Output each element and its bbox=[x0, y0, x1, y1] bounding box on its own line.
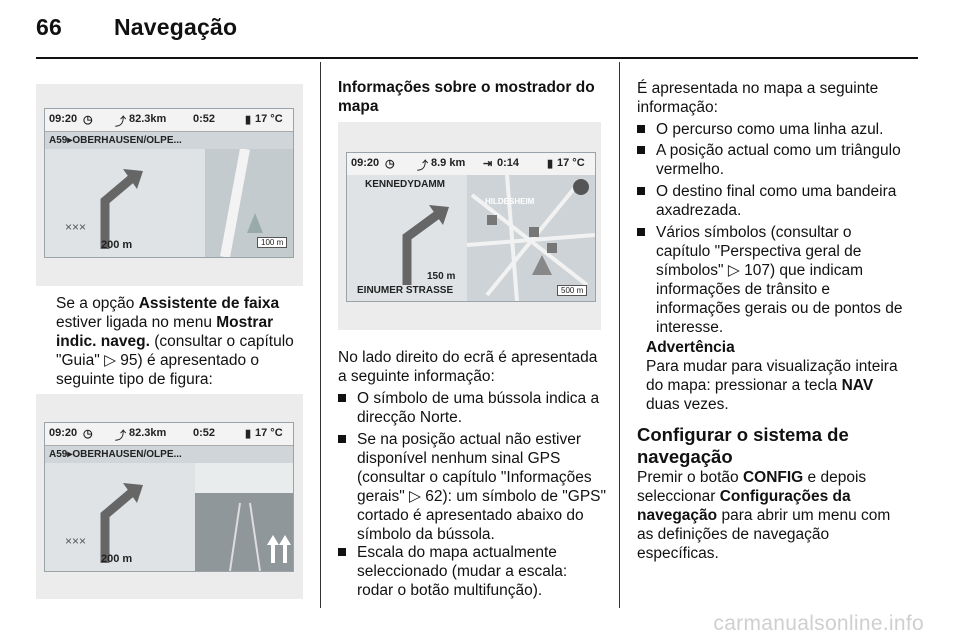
list-item: Se na posição actual não estiver disponível nenhum sinal GPS (consultar o capítulo "Informações gerais" ▷ 62): um símbolo de "GPS" cortado é apresentado abaixo do símbolo da bússola. bbox=[338, 430, 606, 544]
figure-1-panel bbox=[36, 84, 303, 286]
lane-view bbox=[45, 463, 293, 571]
svg-text:×××: ××× bbox=[65, 534, 87, 548]
nav-screen-1 bbox=[44, 108, 294, 258]
figure-2-panel bbox=[36, 394, 303, 599]
status-bar bbox=[45, 109, 293, 132]
clock-icon: ◷ bbox=[83, 428, 93, 440]
column-divider-1 bbox=[320, 62, 321, 608]
section-heading-config: Configurar o sistema de navegação bbox=[637, 424, 849, 467]
paragraph-intro: No lado direito do ecrã é apresentada a seguinte informação: bbox=[338, 349, 598, 385]
map-scale: 100 m bbox=[257, 237, 287, 248]
paragraph-intro: É apresentada no mapa a seguinte informação: bbox=[637, 80, 879, 116]
temperature: 17 °C bbox=[255, 427, 283, 439]
page-number: 66 bbox=[36, 14, 62, 40]
list-item: O símbolo de uma bússola indica a direcção Norte. bbox=[338, 389, 606, 427]
map-view bbox=[347, 175, 595, 301]
page-ref-icon: ▷ bbox=[104, 352, 116, 369]
route-distance: 82.3km bbox=[129, 113, 167, 125]
clock-icon: ◷ bbox=[385, 158, 395, 170]
thermometer-icon: ▮ bbox=[547, 158, 554, 170]
route-duration: 0:14 bbox=[497, 157, 520, 169]
nav-screen-3 bbox=[346, 152, 596, 302]
thermometer-icon: ▮ bbox=[245, 428, 252, 440]
page-title: Navegação bbox=[114, 14, 238, 40]
note-block: Advertência Para mudar para visualização inteira do mapa: pressionar a tecla NAV duas vezes. bbox=[646, 338, 908, 414]
figure-1-caption: Se a opção Assistente de faixa estiver ligada no menu Mostrar indic. naveg. (consultar o capítulo "Guia" ▷ 95) é apresentado o seguinte tipo de figura: bbox=[56, 295, 294, 388]
note-title: Advertência bbox=[646, 339, 735, 356]
route-distance-icon: ⤴ bbox=[115, 116, 126, 128]
svg-text:×××: ××× bbox=[65, 220, 87, 234]
turn-distance: 200 m bbox=[101, 553, 133, 565]
list-item: Escala do mapa actualmente seleccionado (mudar a escala: rodar o botão multifunção). bbox=[338, 543, 606, 600]
route-distance-icon: ⤴ bbox=[115, 430, 126, 442]
page-ref-icon: ▷ bbox=[409, 488, 421, 505]
watermark: carmanualsonline.info bbox=[713, 612, 924, 635]
turn-distance: 200 m bbox=[101, 239, 133, 251]
clock: 09:20 bbox=[49, 427, 78, 439]
nav-screen-2 bbox=[44, 422, 294, 572]
street-name-top: KENNEDYDAMM bbox=[365, 179, 445, 190]
route-distance: 82.3km bbox=[129, 427, 167, 439]
turn-distance: 150 m bbox=[427, 271, 456, 282]
header-rule bbox=[36, 57, 918, 59]
thermometer-icon: ▮ bbox=[245, 114, 252, 126]
route-text: A59▸OBERHAUSEN/OLPE... bbox=[49, 449, 182, 460]
street-name-bottom: EINUMER STRASSE bbox=[357, 285, 454, 296]
map-view bbox=[45, 149, 293, 257]
map-scale: 500 m bbox=[557, 285, 587, 296]
clock: 09:20 bbox=[351, 157, 380, 169]
route-distance: 8.9 km bbox=[431, 157, 466, 169]
route-duration: 0:52 bbox=[193, 427, 216, 439]
page-ref-icon: ▷ bbox=[727, 262, 740, 279]
paragraph-config: Premir o botão CONFIG e depois seleccionar Configurações da navegação para abrir um menu com as definições de navegação específicas. bbox=[637, 469, 891, 562]
list-item: O percurso como uma linha azul. bbox=[637, 120, 905, 139]
route-text: A59▸OBERHAUSEN/OLPE... bbox=[49, 135, 182, 146]
temperature: 17 °C bbox=[557, 157, 585, 169]
temperature: 17 °C bbox=[255, 113, 283, 125]
route-distance-icon: ⤴ bbox=[417, 160, 428, 172]
city-label: HILDESHEIM bbox=[485, 197, 535, 206]
clock-icon: ◷ bbox=[83, 114, 93, 126]
column-divider-2 bbox=[619, 62, 620, 608]
section-heading-map-info: Informações sobre o mostrador do mapa bbox=[338, 79, 595, 115]
clock: 09:20 bbox=[49, 113, 78, 125]
list-item: Vários símbolos (consultar o capítulo "Perspectiva geral de símbolos" ▷ 107) que indicam informações de trânsito e informações gerais ou de pontos de interesse. bbox=[637, 223, 905, 337]
route-duration: 0:52 bbox=[193, 113, 216, 125]
list-item: A posição actual como um triângulo vermelho. bbox=[637, 141, 905, 179]
status-bar bbox=[45, 423, 293, 446]
figure-3-panel bbox=[338, 122, 601, 330]
status-bar bbox=[347, 153, 595, 176]
list-item: O destino final como uma bandeira axadrezada. bbox=[637, 182, 905, 220]
arrival-icon: ⇥ bbox=[483, 158, 493, 170]
